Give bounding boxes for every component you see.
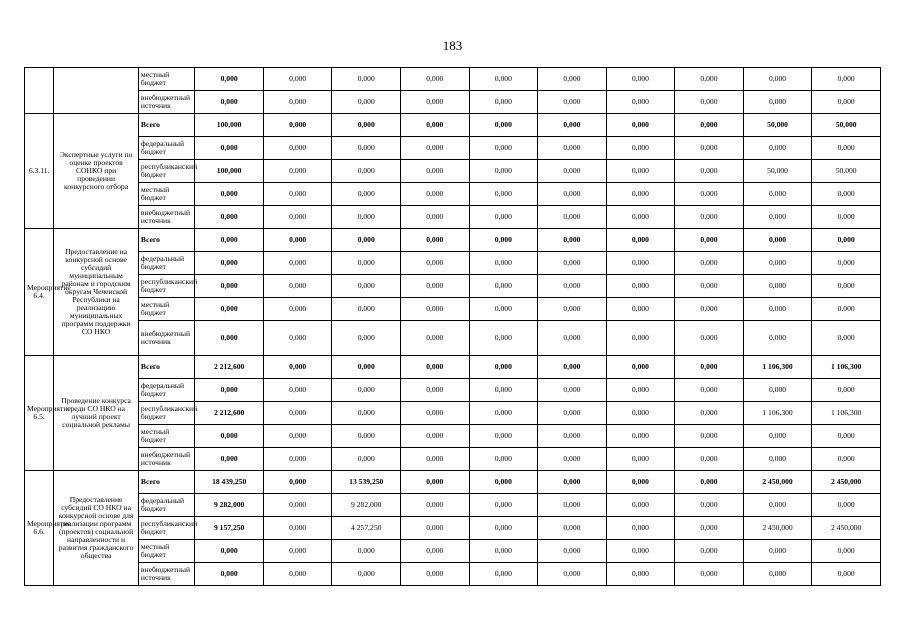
amount-cell: 0,000: [538, 517, 607, 540]
amount-cell: 0,000: [675, 206, 744, 229]
amount-cell: 0,000: [538, 68, 607, 91]
amount-cell: 0,000: [675, 160, 744, 183]
amount-cell: 0,000: [263, 540, 332, 563]
amount-cell: 0,000: [195, 379, 264, 402]
amount-cell: 0,000: [675, 356, 744, 379]
amount-cell: 0,000: [469, 160, 538, 183]
amount-cell: 9 282,000: [332, 494, 401, 517]
amount-cell: 0,000: [538, 91, 607, 114]
amount-cell: 0,000: [538, 321, 607, 356]
amount-cell: 0,000: [332, 252, 401, 275]
amount-cell: 0,000: [675, 540, 744, 563]
table-row: [25, 160, 881, 183]
amount-cell: 0,000: [538, 471, 607, 494]
table-row: [25, 206, 881, 229]
amount-cell: 0,000: [401, 114, 470, 137]
amount-cell: 2 212,600: [195, 356, 264, 379]
amount-cell: 0,000: [675, 229, 744, 252]
amount-cell: 100,000: [195, 114, 264, 137]
amount-cell: 0,000: [538, 402, 607, 425]
amount-cell: 2 450,000: [812, 517, 881, 540]
amount-cell: 0,000: [401, 402, 470, 425]
funding-source: внебюджетный источник: [138, 563, 194, 586]
amount-cell: 0,000: [195, 91, 264, 114]
funding-source: республиканский бюджет: [138, 275, 194, 298]
amount-cell: 0,000: [743, 275, 812, 298]
amount-cell: 0,000: [195, 298, 264, 321]
funding-source: местный бюджет: [138, 540, 194, 563]
amount-cell: 0,000: [195, 540, 264, 563]
amount-cell: 0,000: [743, 183, 812, 206]
amount-cell: 0,000: [195, 252, 264, 275]
amount-cell: 0,000: [263, 517, 332, 540]
amount-cell: 0,000: [538, 563, 607, 586]
funding-source: Всего: [138, 471, 194, 494]
amount-cell: 0,000: [606, 563, 675, 586]
amount-cell: 0,000: [332, 183, 401, 206]
amount-cell: 0,000: [469, 298, 538, 321]
amount-cell: 0,000: [606, 494, 675, 517]
amount-cell: 0,000: [263, 206, 332, 229]
funding-source: республиканский бюджет: [138, 160, 194, 183]
amount-cell: 0,000: [538, 275, 607, 298]
amount-cell: 0,000: [401, 448, 470, 471]
page-number: 183: [442, 38, 463, 53]
table-row: [25, 448, 881, 471]
amount-cell: 0,000: [675, 517, 744, 540]
amount-cell: 0,000: [606, 91, 675, 114]
funding-source: федеральный бюджет: [138, 494, 194, 517]
table-row: [25, 137, 881, 160]
table-row: [25, 540, 881, 563]
measure-code: Мероприятие 6.5.: [25, 356, 54, 471]
amount-cell: 1 106,300: [743, 402, 812, 425]
table-row: [25, 229, 881, 252]
amount-cell: 0,000: [538, 356, 607, 379]
amount-cell: 0,000: [743, 298, 812, 321]
funding-source: внебюджетный источник: [138, 91, 194, 114]
amount-cell: 0,000: [675, 252, 744, 275]
amount-cell: 0,000: [263, 448, 332, 471]
amount-cell: 0,000: [812, 275, 881, 298]
amount-cell: 0,000: [812, 540, 881, 563]
table-row: [25, 563, 881, 586]
amount-cell: 0,000: [743, 229, 812, 252]
amount-cell: 0,000: [195, 183, 264, 206]
amount-cell: 0,000: [469, 517, 538, 540]
amount-cell: 0,000: [332, 448, 401, 471]
amount-cell: 0,000: [606, 517, 675, 540]
amount-cell: 2 450,000: [743, 517, 812, 540]
amount-cell: 0,000: [195, 137, 264, 160]
amount-cell: 0,000: [675, 298, 744, 321]
funding-source: Всего: [138, 114, 194, 137]
amount-cell: 0,000: [675, 494, 744, 517]
amount-cell: 0,000: [538, 540, 607, 563]
amount-cell: 0,000: [401, 494, 470, 517]
funding-source: Всего: [138, 229, 194, 252]
amount-cell: 0,000: [606, 540, 675, 563]
table-row: [25, 252, 881, 275]
amount-cell: 0,000: [606, 68, 675, 91]
measure-name: [54, 68, 139, 114]
funding-source: местный бюджет: [138, 183, 194, 206]
amount-cell: 0,000: [195, 448, 264, 471]
amount-cell: 0,000: [812, 91, 881, 114]
amount-cell: 0,000: [263, 471, 332, 494]
measure-name: Предоставление на конкурсной основе субсидий муниципальным районам и городским округам Чеченской Республики на реализацию муниципальных программ поддержки СО НКО: [54, 229, 139, 356]
amount-cell: 0,000: [812, 321, 881, 356]
amount-cell: 0,000: [469, 356, 538, 379]
amount-cell: 0,000: [195, 425, 264, 448]
amount-cell: 0,000: [743, 540, 812, 563]
table-row: [25, 356, 881, 379]
amount-cell: 0,000: [743, 206, 812, 229]
amount-cell: 0,000: [332, 229, 401, 252]
amount-cell: 0,000: [812, 379, 881, 402]
amount-cell: 0,000: [195, 563, 264, 586]
funding-source: федеральный бюджет: [138, 379, 194, 402]
table-row: [25, 68, 881, 91]
amount-cell: 0,000: [195, 321, 264, 356]
amount-cell: 0,000: [538, 425, 607, 448]
amount-cell: 0,000: [195, 68, 264, 91]
amount-cell: 0,000: [263, 160, 332, 183]
amount-cell: 0,000: [606, 206, 675, 229]
amount-cell: 0,000: [332, 298, 401, 321]
amount-cell: 50,000: [743, 160, 812, 183]
amount-cell: 0,000: [606, 298, 675, 321]
table-row: [25, 275, 881, 298]
table-row: [25, 298, 881, 321]
amount-cell: 0,000: [812, 494, 881, 517]
amount-cell: 0,000: [332, 540, 401, 563]
amount-cell: 0,000: [263, 321, 332, 356]
amount-cell: 0,000: [401, 252, 470, 275]
amount-cell: 0,000: [401, 517, 470, 540]
amount-cell: 0,000: [812, 68, 881, 91]
amount-cell: 0,000: [538, 229, 607, 252]
amount-cell: 0,000: [263, 379, 332, 402]
amount-cell: 0,000: [469, 114, 538, 137]
amount-cell: 0,000: [606, 356, 675, 379]
amount-cell: 0,000: [401, 356, 470, 379]
amount-cell: 0,000: [675, 275, 744, 298]
amount-cell: 0,000: [195, 229, 264, 252]
amount-cell: 0,000: [469, 321, 538, 356]
amount-cell: 0,000: [606, 471, 675, 494]
budget-table: [24, 67, 881, 586]
amount-cell: 0,000: [332, 402, 401, 425]
amount-cell: 0,000: [332, 114, 401, 137]
amount-cell: 0,000: [812, 298, 881, 321]
funding-source: внебюджетный источник: [138, 448, 194, 471]
table-row: [25, 91, 881, 114]
amount-cell: 0,000: [675, 425, 744, 448]
amount-cell: 18 439,250: [195, 471, 264, 494]
funding-source: федеральный бюджет: [138, 137, 194, 160]
funding-source: Всего: [138, 356, 194, 379]
amount-cell: 0,000: [606, 114, 675, 137]
amount-cell: 0,000: [469, 425, 538, 448]
amount-cell: 0,000: [743, 494, 812, 517]
amount-cell: 0,000: [401, 275, 470, 298]
amount-cell: 2 450,000: [743, 471, 812, 494]
amount-cell: 0,000: [743, 425, 812, 448]
amount-cell: 0,000: [812, 206, 881, 229]
funding-source: федеральный бюджет: [138, 252, 194, 275]
amount-cell: 0,000: [263, 563, 332, 586]
amount-cell: 0,000: [469, 137, 538, 160]
measure-code: 6.3.11.: [25, 114, 54, 229]
amount-cell: 0,000: [469, 448, 538, 471]
amount-cell: 0,000: [263, 252, 332, 275]
amount-cell: 0,000: [675, 183, 744, 206]
amount-cell: 0,000: [469, 229, 538, 252]
amount-cell: 100,000: [195, 160, 264, 183]
amount-cell: 0,000: [263, 356, 332, 379]
amount-cell: 0,000: [675, 68, 744, 91]
amount-cell: 0,000: [195, 206, 264, 229]
amount-cell: 0,000: [606, 321, 675, 356]
amount-cell: 0,000: [743, 321, 812, 356]
amount-cell: 0,000: [401, 91, 470, 114]
amount-cell: 0,000: [538, 137, 607, 160]
amount-cell: 0,000: [401, 137, 470, 160]
amount-cell: 0,000: [812, 425, 881, 448]
amount-cell: 0,000: [606, 425, 675, 448]
amount-cell: 50,000: [812, 114, 881, 137]
amount-cell: 0,000: [469, 494, 538, 517]
amount-cell: 0,000: [743, 91, 812, 114]
amount-cell: 0,000: [332, 275, 401, 298]
amount-cell: 0,000: [332, 206, 401, 229]
amount-cell: 0,000: [263, 91, 332, 114]
funding-source: республиканский бюджет: [138, 402, 194, 425]
amount-cell: 0,000: [606, 252, 675, 275]
amount-cell: 0,000: [812, 137, 881, 160]
table-row: [25, 471, 881, 494]
amount-cell: 0,000: [332, 425, 401, 448]
amount-cell: 0,000: [675, 137, 744, 160]
amount-cell: 0,000: [743, 68, 812, 91]
amount-cell: 0,000: [538, 183, 607, 206]
amount-cell: 0,000: [606, 448, 675, 471]
amount-cell: 0,000: [263, 402, 332, 425]
amount-cell: 0,000: [469, 275, 538, 298]
amount-cell: 1 106,300: [743, 356, 812, 379]
amount-cell: 9 282,000: [195, 494, 264, 517]
amount-cell: 0,000: [538, 160, 607, 183]
amount-cell: 0,000: [812, 229, 881, 252]
amount-cell: 0,000: [675, 91, 744, 114]
amount-cell: 0,000: [469, 471, 538, 494]
table-row: [25, 183, 881, 206]
amount-cell: 0,000: [606, 275, 675, 298]
amount-cell: 0,000: [263, 68, 332, 91]
amount-cell: 0,000: [538, 206, 607, 229]
funding-source: местный бюджет: [138, 68, 194, 91]
amount-cell: 0,000: [401, 68, 470, 91]
amount-cell: 0,000: [263, 275, 332, 298]
amount-cell: 0,000: [538, 252, 607, 275]
amount-cell: 0,000: [401, 563, 470, 586]
amount-cell: 0,000: [401, 183, 470, 206]
amount-cell: 0,000: [606, 379, 675, 402]
amount-cell: 0,000: [538, 114, 607, 137]
amount-cell: 0,000: [743, 137, 812, 160]
amount-cell: 1 106,300: [812, 356, 881, 379]
amount-cell: 0,000: [538, 298, 607, 321]
table-row: [25, 402, 881, 425]
funding-source: внебюджетный источник: [138, 321, 194, 356]
amount-cell: 0,000: [401, 160, 470, 183]
measure-name: Экспертные услуги по оценке проектов СОНКО при проведении конкурсного отбора: [54, 114, 139, 229]
amount-cell: 0,000: [675, 321, 744, 356]
amount-cell: 0,000: [675, 471, 744, 494]
table-row: [25, 379, 881, 402]
amount-cell: 0,000: [469, 563, 538, 586]
amount-cell: 0,000: [401, 229, 470, 252]
amount-cell: 50,000: [812, 160, 881, 183]
amount-cell: 0,000: [743, 252, 812, 275]
amount-cell: 0,000: [332, 379, 401, 402]
measure-name: Предоставление субсидий СО НКО на конкурсной основе для реализации программ (проектов) социальной направленности и развития гражданского общества: [54, 471, 139, 586]
amount-cell: 0,000: [675, 448, 744, 471]
amount-cell: 0,000: [332, 160, 401, 183]
amount-cell: 1 106,300: [812, 402, 881, 425]
amount-cell: 0,000: [401, 206, 470, 229]
amount-cell: 0,000: [332, 356, 401, 379]
amount-cell: 50,000: [743, 114, 812, 137]
amount-cell: 0,000: [812, 448, 881, 471]
amount-cell: 0,000: [469, 540, 538, 563]
amount-cell: 9 157,250: [195, 517, 264, 540]
amount-cell: 13 539,250: [332, 471, 401, 494]
funding-source: внебюджетный источник: [138, 206, 194, 229]
amount-cell: 0,000: [538, 379, 607, 402]
amount-cell: 0,000: [743, 379, 812, 402]
amount-cell: 0,000: [263, 425, 332, 448]
amount-cell: 0,000: [675, 114, 744, 137]
amount-cell: 0,000: [606, 160, 675, 183]
amount-cell: 0,000: [469, 206, 538, 229]
amount-cell: 0,000: [401, 379, 470, 402]
amount-cell: 0,000: [263, 229, 332, 252]
amount-cell: 0,000: [743, 448, 812, 471]
measure-name: Проведение конкурса среди СО НКО на лучший проект социальной рекламы: [54, 356, 139, 471]
amount-cell: 0,000: [675, 379, 744, 402]
amount-cell: 0,000: [606, 402, 675, 425]
amount-cell: 0,000: [469, 183, 538, 206]
amount-cell: 0,000: [538, 448, 607, 471]
measure-code: Мероприятие 6.4.: [25, 229, 54, 356]
amount-cell: 0,000: [401, 298, 470, 321]
amount-cell: 0,000: [469, 252, 538, 275]
funding-source: местный бюджет: [138, 298, 194, 321]
amount-cell: 0,000: [469, 91, 538, 114]
amount-cell: 0,000: [401, 425, 470, 448]
amount-cell: 0,000: [332, 137, 401, 160]
table-row: [25, 494, 881, 517]
amount-cell: 0,000: [675, 563, 744, 586]
table-row: [25, 517, 881, 540]
amount-cell: 0,000: [538, 494, 607, 517]
amount-cell: 0,000: [606, 137, 675, 160]
amount-cell: 0,000: [469, 379, 538, 402]
amount-cell: 0,000: [263, 298, 332, 321]
amount-cell: 0,000: [606, 183, 675, 206]
amount-cell: 0,000: [401, 471, 470, 494]
amount-cell: 0,000: [812, 563, 881, 586]
amount-cell: 2 212,600: [195, 402, 264, 425]
table-row: [25, 114, 881, 137]
amount-cell: 0,000: [263, 183, 332, 206]
amount-cell: 0,000: [332, 68, 401, 91]
amount-cell: 0,000: [263, 494, 332, 517]
amount-cell: 0,000: [332, 321, 401, 356]
amount-cell: 0,000: [469, 402, 538, 425]
amount-cell: 0,000: [401, 321, 470, 356]
funding-source: местный бюджет: [138, 425, 194, 448]
amount-cell: 0,000: [606, 229, 675, 252]
amount-cell: 0,000: [675, 402, 744, 425]
amount-cell: 2 450,000: [812, 471, 881, 494]
amount-cell: 0,000: [812, 183, 881, 206]
amount-cell: 0,000: [263, 137, 332, 160]
amount-cell: 0,000: [332, 563, 401, 586]
amount-cell: 4 257,250: [332, 517, 401, 540]
measure-code: Мероприятие 6.6.: [25, 471, 54, 586]
amount-cell: 0,000: [195, 275, 264, 298]
amount-cell: 0,000: [469, 68, 538, 91]
amount-cell: 0,000: [332, 91, 401, 114]
amount-cell: 0,000: [743, 563, 812, 586]
measure-code: [25, 68, 54, 114]
table-row: [25, 425, 881, 448]
amount-cell: 0,000: [401, 540, 470, 563]
amount-cell: 0,000: [263, 114, 332, 137]
table-row: [25, 321, 881, 356]
amount-cell: 0,000: [812, 252, 881, 275]
funding-source: республиканский бюджет: [138, 517, 194, 540]
